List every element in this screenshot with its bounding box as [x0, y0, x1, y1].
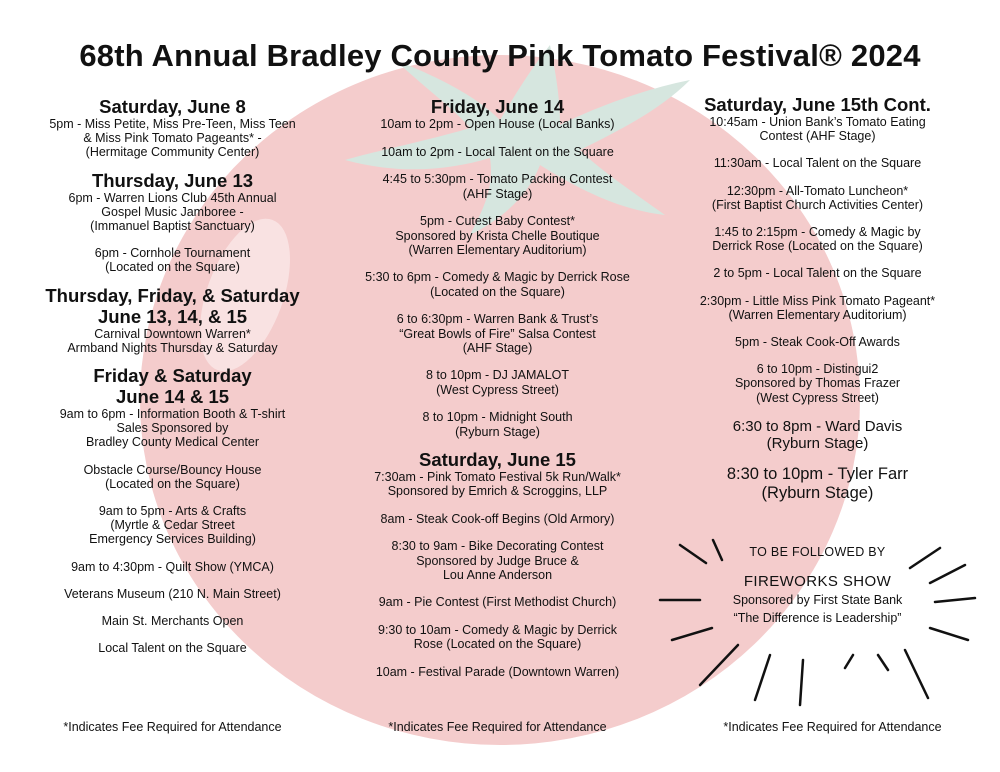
- fireworks-lead: TO BE FOLLOWED BY: [749, 545, 886, 559]
- event-item-headliner: 8:30 to 10pm - Tyler Farr (Ryburn Stage): [726, 464, 909, 502]
- section-heading: Thursday, Friday, & Saturday June 13, 14, & 15: [45, 284, 300, 327]
- schedule-section: [30, 170, 315, 275]
- event-item: 6 to 10pm - Distingui2 Sponsored by Thomas Frazer (West Cypress Street): [734, 362, 901, 405]
- column-left: [30, 96, 315, 665]
- section-heading: Saturday, June 15: [419, 448, 576, 470]
- schedule-section: [30, 365, 315, 655]
- burst-ray: [800, 660, 803, 705]
- event-item-featured: 6:30 to 8pm - Ward Davis (Ryburn Stage): [732, 417, 903, 452]
- event-item: 5pm - Miss Petite, Miss Pre-Teen, Miss Teen & Miss Pink Tomato Pageants* - (Hermitage Community Center): [49, 117, 296, 160]
- column-right: [665, 94, 970, 503]
- event-item: 8am - Steak Cook-off Begins (Old Armory): [380, 511, 615, 526]
- fireworks-title: FIREWORKS SHOW: [743, 573, 892, 590]
- section-heading: Friday & Saturday June 14 & 15: [93, 365, 252, 408]
- event-item: 10am to 2pm - Local Talent on the Square: [381, 144, 614, 159]
- fireworks-sponsor: Sponsored by First State Bank: [732, 593, 903, 607]
- burst-ray: [755, 655, 770, 700]
- section-heading: Thursday, June 13: [91, 169, 254, 191]
- event-item: 2 to 5pm - Local Talent on the Square: [713, 266, 922, 281]
- event-item: 8:30 to 9am - Bike Decorating Contest Sponsored by Judge Bruce & Lou Anne Anderson: [391, 539, 604, 582]
- schedule-section: [30, 285, 315, 355]
- event-item: 9:30 to 10am - Comedy & Magic by Derrick Rose (Located on the Square): [378, 623, 617, 652]
- burst-ray: [930, 628, 968, 640]
- schedule-section: [345, 449, 650, 680]
- event-item: 11:30am - Local Talent on the Square: [713, 156, 922, 171]
- event-item: 1:45 to 2:15pm - Comedy & Magic by Derrick Rose (Located on the Square): [712, 225, 923, 254]
- event-item: 8 to 10pm - DJ JAMALOT (West Cypress Street): [425, 368, 570, 397]
- column-middle: [345, 96, 650, 689]
- event-item: Main St. Merchants Open: [101, 614, 244, 629]
- burst-ray: [878, 655, 888, 670]
- section-heading: Saturday, June 15th Cont.: [704, 94, 931, 115]
- fireworks-block: [665, 545, 970, 626]
- event-item: 2:30pm - Little Miss Pink Tomato Pageant* (Warren Elementary Auditorium): [699, 293, 936, 322]
- event-list: [30, 191, 315, 275]
- event-item: Local Talent on the Square: [98, 641, 247, 656]
- event-list: [345, 117, 650, 439]
- section-heading: Friday, June 14: [430, 96, 565, 117]
- burst-ray: [905, 650, 928, 698]
- event-item: 5:30 to 6pm - Comedy & Magic by Derrick Rose (Located on the Square): [365, 270, 630, 299]
- event-item: 4:45 to 5:30pm - Tomato Packing Contest (AHF Stage): [382, 172, 613, 201]
- event-item: Carnival Downtown Warren* Armband Nights Thursday & Saturday: [67, 326, 278, 355]
- event-item: 9am - Pie Contest (First Methodist Church): [378, 595, 617, 610]
- event-item: 10:45am - Union Bank’s Tomato Eating Contest (AHF Stage): [709, 115, 926, 144]
- event-item: 9am to 4:30pm - Quilt Show (YMCA): [71, 559, 274, 574]
- event-item: 5pm - Steak Cook-Off Awards: [735, 335, 900, 350]
- event-item: 7:30am - Pink Tomato Festival 5k Run/Walk* Sponsored by Emrich & Scroggins, LLP: [374, 469, 621, 498]
- schedule-section: [345, 96, 650, 439]
- event-item: 10am - Festival Parade (Downtown Warren): [375, 665, 620, 680]
- event-list: [30, 407, 315, 655]
- event-list: [30, 117, 315, 160]
- burst-ray: [845, 655, 853, 668]
- event-item: 6 to 6:30pm - Warren Bank & Trust’s “Great Bowls of Fire” Salsa Contest (AHF Stage): [396, 312, 599, 355]
- event-list: [345, 470, 650, 680]
- schedule-section: [30, 96, 315, 160]
- event-item: Obstacle Course/Bouncy House (Located on the Square): [83, 462, 262, 491]
- fireworks-tagline: “The Difference is Leadership”: [733, 611, 902, 625]
- event-list: [665, 115, 970, 503]
- footnote-middle: *Indicates Fee Required for Attendance: [388, 720, 607, 734]
- event-item: 9am to 5pm - Arts & Crafts (Myrtle & Cedar Street Emergency Services Building): [89, 504, 256, 547]
- footnote-left: *Indicates Fee Required for Attendance: [63, 720, 282, 734]
- event-item: 10am to 2pm - Open House (Local Banks): [380, 117, 615, 131]
- event-item: 6pm - Cornhole Tournament (Located on the Square): [94, 246, 251, 275]
- page-title: 68th Annual Bradley County Pink Tomato Festival® 2024: [79, 38, 921, 73]
- event-item: 5pm - Cutest Baby Contest* Sponsored by Krista Chelle Boutique (Warren Elementary Auditorium): [395, 214, 600, 257]
- event-item: 6pm - Warren Lions Club 45th Annual Gospel Music Jamboree - (Immanuel Baptist Sanctuary): [68, 190, 277, 234]
- event-item: Veterans Museum (210 N. Main Street): [64, 586, 281, 601]
- event-item: 9am to 6pm - Information Booth & T-shirt Sales Sponsored by Bradley County Medical Center: [59, 407, 286, 450]
- section-heading: Saturday, June 8: [99, 96, 246, 117]
- footnote-right: *Indicates Fee Required for Attendance: [723, 720, 942, 734]
- event-item: 8 to 10pm - Midnight South (Ryburn Stage): [422, 410, 573, 439]
- event-list: [30, 327, 315, 355]
- event-item: 12:30pm - All-Tomato Luncheon* (First Baptist Church Activities Center): [711, 183, 924, 212]
